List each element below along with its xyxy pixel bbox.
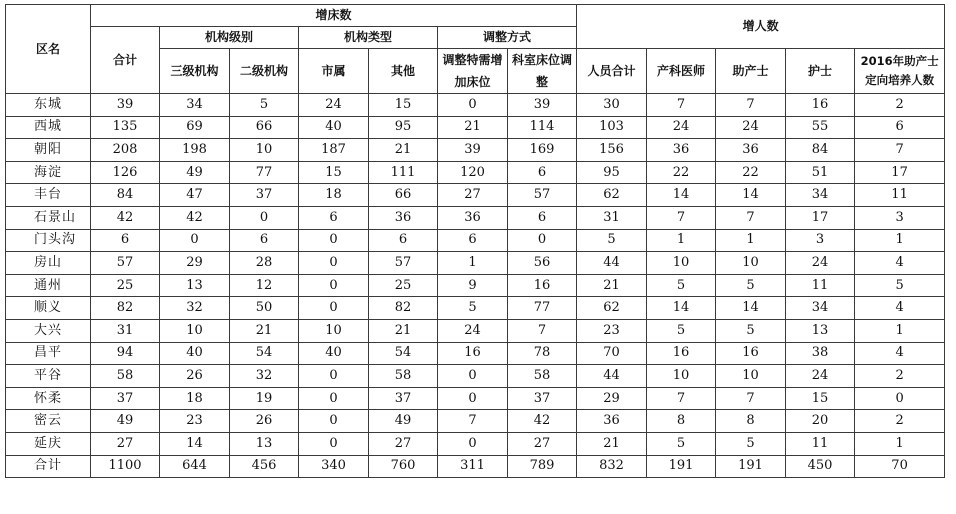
value-cell: 42	[508, 410, 577, 433]
value-cell: 31	[91, 319, 160, 342]
value-cell: 5	[577, 229, 647, 252]
value-cell: 456	[230, 455, 299, 478]
value-cell: 17	[855, 161, 945, 184]
value-cell: 31	[577, 206, 647, 229]
value-cell: 5	[855, 274, 945, 297]
value-cell: 4	[855, 342, 945, 365]
value-cell: 191	[716, 455, 786, 478]
value-cell: 78	[508, 342, 577, 365]
value-cell: 57	[91, 252, 160, 275]
value-cell: 25	[91, 274, 160, 297]
value-cell: 34	[786, 184, 855, 207]
value-cell: 55	[786, 116, 855, 139]
value-cell: 26	[230, 410, 299, 433]
value-cell: 8	[647, 410, 716, 433]
value-cell: 0	[855, 387, 945, 410]
value-cell: 450	[786, 455, 855, 478]
value-cell: 5	[716, 319, 786, 342]
value-cell: 28	[230, 252, 299, 275]
value-cell: 6	[855, 116, 945, 139]
value-cell: 10	[716, 252, 786, 275]
value-cell: 1	[438, 252, 508, 275]
value-cell: 13	[786, 319, 855, 342]
value-cell: 32	[230, 365, 299, 388]
table-row	[6, 184, 945, 207]
value-cell: 25	[369, 274, 438, 297]
table-header	[6, 5, 945, 94]
value-cell: 10	[160, 319, 230, 342]
district-cell: 延庆	[6, 432, 91, 455]
value-cell: 15	[369, 94, 438, 117]
district-cell: 密云	[6, 410, 91, 433]
value-cell: 3	[855, 206, 945, 229]
value-cell: 30	[577, 94, 647, 117]
table-row	[6, 387, 945, 410]
value-cell: 5	[438, 297, 508, 320]
table-body	[6, 94, 945, 478]
value-cell: 24	[786, 252, 855, 275]
value-cell: 27	[508, 432, 577, 455]
value-cell: 0	[508, 229, 577, 252]
value-cell: 0	[299, 229, 369, 252]
value-cell: 760	[369, 455, 438, 478]
value-cell: 11	[786, 432, 855, 455]
value-cell: 27	[91, 432, 160, 455]
value-cell: 111	[369, 161, 438, 184]
value-cell: 18	[299, 184, 369, 207]
value-cell: 789	[508, 455, 577, 478]
value-cell: 6	[299, 206, 369, 229]
value-cell: 340	[299, 455, 369, 478]
value-cell: 94	[91, 342, 160, 365]
value-cell: 0	[438, 365, 508, 388]
value-cell: 1	[716, 229, 786, 252]
table-row	[6, 410, 945, 433]
value-cell: 39	[438, 139, 508, 162]
value-cell: 82	[91, 297, 160, 320]
value-cell: 5	[647, 432, 716, 455]
value-cell: 29	[160, 252, 230, 275]
value-cell: 40	[299, 342, 369, 365]
value-cell: 208	[91, 139, 160, 162]
district-cell: 朝阳	[6, 139, 91, 162]
header-staff-increase: 增人数	[577, 5, 945, 49]
value-cell: 103	[577, 116, 647, 139]
table-row	[6, 432, 945, 455]
value-cell: 36	[438, 206, 508, 229]
district-cell: 石景山	[6, 206, 91, 229]
table-row	[6, 229, 945, 252]
value-cell: 1	[855, 319, 945, 342]
value-cell: 57	[508, 184, 577, 207]
table-row	[6, 94, 945, 117]
value-cell: 42	[160, 206, 230, 229]
header-municipal: 市属	[299, 49, 369, 94]
value-cell: 82	[369, 297, 438, 320]
value-cell: 49	[369, 410, 438, 433]
value-cell: 22	[647, 161, 716, 184]
value-cell: 311	[438, 455, 508, 478]
value-cell: 37	[369, 387, 438, 410]
value-cell: 27	[438, 184, 508, 207]
value-cell: 21	[438, 116, 508, 139]
value-cell: 156	[577, 139, 647, 162]
district-cell: 西城	[6, 116, 91, 139]
value-cell: 5	[647, 274, 716, 297]
value-cell: 16	[647, 342, 716, 365]
value-cell: 16	[786, 94, 855, 117]
value-cell: 126	[91, 161, 160, 184]
value-cell: 1	[855, 229, 945, 252]
value-cell: 187	[299, 139, 369, 162]
value-cell: 6	[369, 229, 438, 252]
value-cell: 7	[716, 206, 786, 229]
value-cell: 23	[577, 319, 647, 342]
district-cell: 房山	[6, 252, 91, 275]
value-cell: 38	[786, 342, 855, 365]
value-cell: 77	[230, 161, 299, 184]
value-cell: 0	[230, 206, 299, 229]
value-cell: 16	[716, 342, 786, 365]
value-cell: 50	[230, 297, 299, 320]
value-cell: 58	[369, 365, 438, 388]
value-cell: 11	[855, 184, 945, 207]
value-cell: 7	[647, 206, 716, 229]
value-cell: 5	[716, 274, 786, 297]
value-cell: 57	[369, 252, 438, 275]
value-cell: 44	[577, 252, 647, 275]
header-district: 区名	[6, 5, 91, 94]
value-cell: 24	[786, 365, 855, 388]
value-cell: 62	[577, 184, 647, 207]
value-cell: 26	[160, 365, 230, 388]
header-other: 其他	[369, 49, 438, 94]
value-cell: 0	[299, 432, 369, 455]
value-cell: 37	[230, 184, 299, 207]
value-cell: 6	[91, 229, 160, 252]
value-cell: 19	[230, 387, 299, 410]
value-cell: 20	[786, 410, 855, 433]
value-cell: 14	[716, 297, 786, 320]
value-cell: 15	[299, 161, 369, 184]
district-cell: 丰台	[6, 184, 91, 207]
value-cell: 7	[438, 410, 508, 433]
table-row	[6, 139, 945, 162]
header-adjust-special: 调整特需增加床位	[438, 49, 508, 94]
value-cell: 36	[577, 410, 647, 433]
value-cell: 6	[508, 206, 577, 229]
table-row	[6, 365, 945, 388]
value-cell: 11	[786, 274, 855, 297]
value-cell: 1	[647, 229, 716, 252]
value-cell: 13	[160, 274, 230, 297]
value-cell: 0	[299, 365, 369, 388]
header-beds-total: 合计	[91, 27, 160, 94]
header-institution-type: 机构类型	[299, 27, 438, 49]
table-row	[6, 206, 945, 229]
value-cell: 42	[91, 206, 160, 229]
value-cell: 32	[160, 297, 230, 320]
value-cell: 0	[438, 432, 508, 455]
district-cell: 平谷	[6, 365, 91, 388]
table-row	[6, 161, 945, 184]
value-cell: 0	[160, 229, 230, 252]
value-cell: 198	[160, 139, 230, 162]
value-cell: 1100	[91, 455, 160, 478]
value-cell: 36	[716, 139, 786, 162]
value-cell: 24	[438, 319, 508, 342]
value-cell: 21	[230, 319, 299, 342]
district-cell: 合计	[6, 455, 91, 478]
value-cell: 135	[91, 116, 160, 139]
value-cell: 10	[647, 365, 716, 388]
value-cell: 14	[716, 184, 786, 207]
data-table	[5, 4, 945, 478]
header-institution-level: 机构级别	[160, 27, 299, 49]
value-cell: 66	[369, 184, 438, 207]
value-cell: 12	[230, 274, 299, 297]
district-cell: 通州	[6, 274, 91, 297]
value-cell: 95	[369, 116, 438, 139]
value-cell: 5	[716, 432, 786, 455]
header-tertiary: 三级机构	[160, 49, 230, 94]
value-cell: 6	[438, 229, 508, 252]
value-cell: 70	[577, 342, 647, 365]
value-cell: 44	[577, 365, 647, 388]
district-cell: 门头沟	[6, 229, 91, 252]
value-cell: 832	[577, 455, 647, 478]
value-cell: 34	[160, 94, 230, 117]
value-cell: 56	[508, 252, 577, 275]
value-cell: 70	[855, 455, 945, 478]
value-cell: 0	[438, 387, 508, 410]
value-cell: 7	[855, 139, 945, 162]
header-secondary: 二级机构	[230, 49, 299, 94]
header-adjustment-method: 调整方式	[438, 27, 577, 49]
value-cell: 2	[855, 365, 945, 388]
value-cell: 37	[91, 387, 160, 410]
value-cell: 62	[577, 297, 647, 320]
value-cell: 14	[647, 184, 716, 207]
value-cell: 27	[369, 432, 438, 455]
value-cell: 21	[577, 274, 647, 297]
value-cell: 6	[230, 229, 299, 252]
value-cell: 9	[438, 274, 508, 297]
value-cell: 24	[299, 94, 369, 117]
value-cell: 3	[786, 229, 855, 252]
value-cell: 39	[91, 94, 160, 117]
value-cell: 14	[160, 432, 230, 455]
header-staff-total: 人员合计	[577, 49, 647, 94]
value-cell: 58	[508, 365, 577, 388]
value-cell: 13	[230, 432, 299, 455]
value-cell: 4	[855, 252, 945, 275]
value-cell: 40	[299, 116, 369, 139]
value-cell: 47	[160, 184, 230, 207]
value-cell: 21	[369, 319, 438, 342]
value-cell: 0	[438, 94, 508, 117]
value-cell: 84	[91, 184, 160, 207]
value-cell: 16	[438, 342, 508, 365]
value-cell: 37	[508, 387, 577, 410]
value-cell: 29	[577, 387, 647, 410]
value-cell: 10	[299, 319, 369, 342]
value-cell: 66	[230, 116, 299, 139]
value-cell: 10	[716, 365, 786, 388]
value-cell: 8	[716, 410, 786, 433]
header-midwife-2016: 2016年助产士定向培养人数	[855, 49, 945, 94]
value-cell: 191	[647, 455, 716, 478]
district-cell: 怀柔	[6, 387, 91, 410]
value-cell: 6	[508, 161, 577, 184]
value-cell: 18	[160, 387, 230, 410]
header-obstetrician: 产科医师	[647, 49, 716, 94]
value-cell: 40	[160, 342, 230, 365]
table-row	[6, 297, 945, 320]
table-row	[6, 252, 945, 275]
value-cell: 7	[647, 94, 716, 117]
value-cell: 0	[299, 252, 369, 275]
value-cell: 24	[647, 116, 716, 139]
value-cell: 5	[647, 319, 716, 342]
value-cell: 36	[647, 139, 716, 162]
header-nurse: 护士	[786, 49, 855, 94]
district-cell: 大兴	[6, 319, 91, 342]
value-cell: 7	[508, 319, 577, 342]
value-cell: 54	[230, 342, 299, 365]
value-cell: 51	[786, 161, 855, 184]
value-cell: 17	[786, 206, 855, 229]
value-cell: 21	[369, 139, 438, 162]
value-cell: 0	[299, 410, 369, 433]
value-cell: 54	[369, 342, 438, 365]
value-cell: 36	[369, 206, 438, 229]
value-cell: 69	[160, 116, 230, 139]
value-cell: 15	[786, 387, 855, 410]
value-cell: 2	[855, 410, 945, 433]
value-cell: 95	[577, 161, 647, 184]
value-cell: 10	[230, 139, 299, 162]
value-cell: 7	[716, 387, 786, 410]
value-cell: 1	[855, 432, 945, 455]
district-cell: 顺义	[6, 297, 91, 320]
value-cell: 114	[508, 116, 577, 139]
district-cell: 东城	[6, 94, 91, 117]
value-cell: 49	[160, 161, 230, 184]
value-cell: 14	[647, 297, 716, 320]
table-row	[6, 342, 945, 365]
value-cell: 39	[508, 94, 577, 117]
value-cell: 21	[577, 432, 647, 455]
value-cell: 49	[91, 410, 160, 433]
table-row	[6, 116, 945, 139]
value-cell: 10	[647, 252, 716, 275]
value-cell: 5	[230, 94, 299, 117]
value-cell: 7	[647, 387, 716, 410]
value-cell: 58	[91, 365, 160, 388]
header-beds-increase: 增床数	[91, 5, 577, 27]
value-cell: 22	[716, 161, 786, 184]
district-cell: 海淀	[6, 161, 91, 184]
total-row	[6, 455, 945, 478]
header-adjust-dept: 科室床位调整	[508, 49, 577, 94]
value-cell: 23	[160, 410, 230, 433]
value-cell: 0	[299, 274, 369, 297]
table-row	[6, 274, 945, 297]
value-cell: 34	[786, 297, 855, 320]
header-midwife: 助产士	[716, 49, 786, 94]
value-cell: 644	[160, 455, 230, 478]
value-cell: 4	[855, 297, 945, 320]
value-cell: 16	[508, 274, 577, 297]
value-cell: 24	[716, 116, 786, 139]
value-cell: 0	[299, 297, 369, 320]
value-cell: 0	[299, 387, 369, 410]
value-cell: 169	[508, 139, 577, 162]
district-cell: 昌平	[6, 342, 91, 365]
value-cell: 7	[716, 94, 786, 117]
value-cell: 120	[438, 161, 508, 184]
value-cell: 77	[508, 297, 577, 320]
value-cell: 2	[855, 94, 945, 117]
value-cell: 84	[786, 139, 855, 162]
table-row	[6, 319, 945, 342]
